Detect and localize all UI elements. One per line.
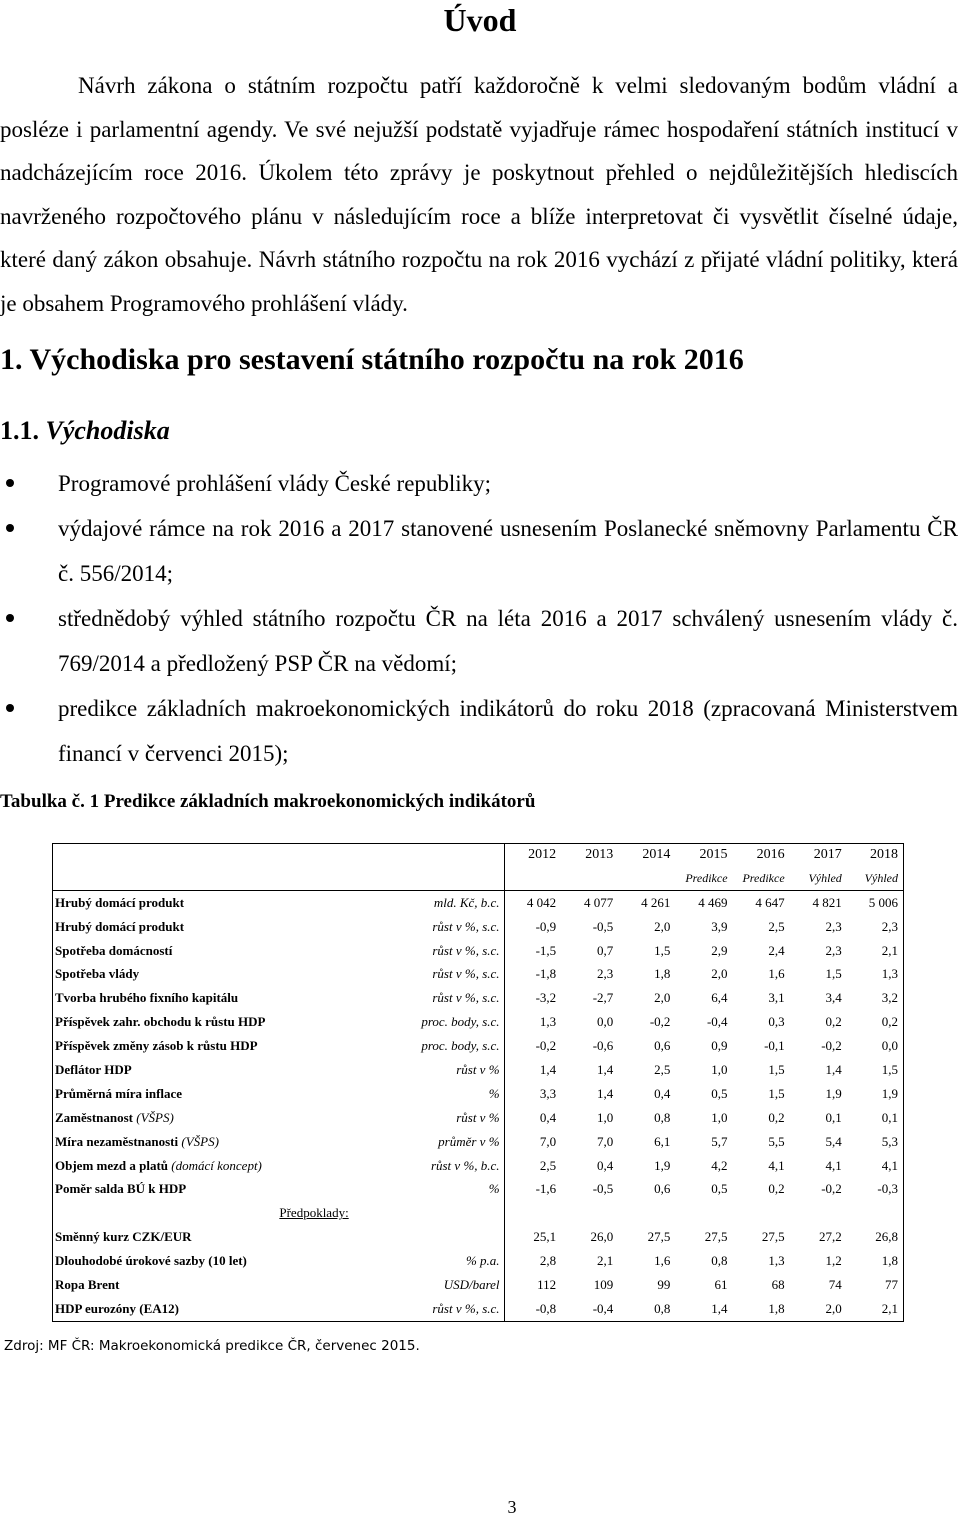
subsection-number: 1.1. xyxy=(0,416,39,445)
indicator-name xyxy=(52,1154,349,1178)
value-cell: 0,5 xyxy=(711,1085,728,1101)
unit-cell: růst v %, s.c. xyxy=(432,918,500,934)
value-cell: 3,4 xyxy=(825,990,842,1006)
value-cell: 26,0 xyxy=(590,1229,614,1245)
value-cell: 6,1 xyxy=(654,1133,671,1149)
indicator-suffix: (domácí koncept) xyxy=(171,1157,262,1173)
value-cell: 2,3 xyxy=(881,918,898,934)
value-cell: 1,8 xyxy=(654,966,671,982)
value-cell xyxy=(617,1201,674,1225)
value-cell: 5,5 xyxy=(768,1133,785,1149)
value-cell: 99 xyxy=(657,1276,671,1292)
value-cell: -1,5 xyxy=(504,939,560,963)
indicator-name xyxy=(52,1034,349,1058)
value-cell: -2,7 xyxy=(592,990,614,1006)
value-cell: 0,8 xyxy=(654,1300,671,1316)
value-cell: 0,2 xyxy=(768,1181,785,1197)
value-cell: 0,8 xyxy=(654,1109,671,1125)
value-cell: 4 647 xyxy=(755,894,785,910)
value-cell: 1,4 xyxy=(597,1061,614,1077)
page-title: Úvod xyxy=(443,2,517,38)
indicator-suffix: (VŠPS) xyxy=(181,1133,219,1149)
value-cell: -0,3 xyxy=(877,1181,898,1197)
list-item xyxy=(0,506,958,596)
unit-cell: % p.a. xyxy=(465,1253,500,1269)
indicator-label: Ropa Brent xyxy=(55,1276,120,1292)
value-cell: 27,2 xyxy=(819,1229,842,1245)
indicator-label: HDP eurozóny (EA12) xyxy=(55,1300,179,1316)
value-cell: 1,6 xyxy=(768,966,785,982)
bullet-icon xyxy=(6,479,14,487)
header-row xyxy=(52,843,902,867)
table-row xyxy=(52,1010,902,1034)
list-item-text: střednědobý výhled státního rozpočtu ČR na léta 2016 a 2017 schválený usnesením vlády č. 769/2014 a předložený PSP ČR na vědomí; xyxy=(58,606,958,676)
value-cell: 26,8 xyxy=(875,1229,898,1245)
value-cell: 4,1 xyxy=(881,1157,898,1173)
value-cell: 2,1 xyxy=(881,942,898,958)
indicator-label: Hrubý domácí produkt xyxy=(55,918,185,934)
forecast-note xyxy=(560,867,617,891)
value-cell: 4 077 xyxy=(584,894,614,910)
value-cell: 1,4 xyxy=(825,1061,842,1077)
value-cell: 0,9 xyxy=(711,1038,728,1054)
value-cell: 0,5 xyxy=(711,1181,728,1197)
bullet-icon xyxy=(6,704,14,712)
value-cell: 27,5 xyxy=(761,1229,785,1245)
table-row xyxy=(52,1130,902,1154)
value-cell xyxy=(789,1201,846,1225)
indicator-name xyxy=(52,1273,349,1297)
value-cell: -0,2 xyxy=(504,1034,560,1058)
table-row xyxy=(52,1297,902,1321)
value-cell: 77 xyxy=(885,1276,898,1292)
table-row xyxy=(52,1082,902,1106)
unit-cell: růst v %, s.c. xyxy=(432,1300,500,1316)
value-cell: 3,2 xyxy=(881,990,898,1006)
indicator-label: Deflátor HDP xyxy=(55,1061,132,1077)
value-cell: 27,5 xyxy=(647,1229,671,1245)
table-row xyxy=(52,915,902,939)
forecast-note: Predikce xyxy=(685,871,728,886)
value-cell: 1,5 xyxy=(881,1061,898,1077)
year-header: 2015 xyxy=(699,846,728,862)
indicator-name xyxy=(52,962,349,986)
header-note-row xyxy=(52,867,902,891)
value-cell: 3,3 xyxy=(504,1082,560,1106)
value-cell: 1,4 xyxy=(504,1058,560,1082)
bullet-icon xyxy=(6,524,14,532)
unit-cell: proc. body, s.c. xyxy=(421,1014,500,1030)
section-heading: 1. Východiska pro sestavení státního rozpočtu na rok 2016 xyxy=(0,343,744,376)
indicator-label: Objem mezd a platů xyxy=(55,1157,169,1173)
forecast-note xyxy=(617,867,674,891)
value-cell: 0,4 xyxy=(504,1106,560,1130)
value-cell: 4 469 xyxy=(698,894,728,910)
value-cell: 0,3 xyxy=(768,1014,785,1030)
value-cell xyxy=(846,1201,902,1225)
unit-cell: růst v %, s.c. xyxy=(432,942,500,958)
value-cell: -0,8 xyxy=(504,1297,560,1321)
value-cell: 0,2 xyxy=(825,1014,842,1030)
value-cell: 68 xyxy=(771,1276,785,1292)
value-cell: 0,4 xyxy=(654,1085,671,1101)
unit-cell: % xyxy=(488,1181,500,1197)
unit-cell: růst v %, s.c. xyxy=(432,966,500,982)
table-row xyxy=(52,1273,902,1297)
indicator-label: Poměr salda BÚ k HDP xyxy=(55,1181,187,1197)
indicator-label: Zaměstnanost xyxy=(55,1109,134,1125)
value-cell: 3,1 xyxy=(768,990,785,1006)
value-cell: 3,9 xyxy=(711,918,728,934)
list-item-text: predikce základních makroekonomických indikátorů do roku 2018 (zpracovaná Ministerstvem financí v červenci 2015); xyxy=(58,696,958,766)
list-item xyxy=(0,686,958,776)
indicator-name xyxy=(52,1106,349,1130)
year-header: 2013 xyxy=(585,846,614,862)
value-cell: 1,4 xyxy=(711,1300,728,1316)
indicator-name xyxy=(52,1130,349,1154)
unit-cell: růst v %, b.c. xyxy=(430,1157,500,1173)
value-cell: 2,3 xyxy=(825,918,842,934)
indicator-name xyxy=(52,891,349,915)
indicator-label: Příspěvek zahr. obchodu k růstu HDP xyxy=(55,1014,266,1030)
year-header: 2017 xyxy=(813,846,842,862)
indicator-name xyxy=(52,986,349,1010)
value-cell: 1,5 xyxy=(768,1085,785,1101)
value-cell: -1,8 xyxy=(504,962,560,986)
value-cell: 2,0 xyxy=(654,918,671,934)
subsection-title: Východiska xyxy=(45,416,170,445)
value-cell: 27,5 xyxy=(704,1229,728,1245)
table-caption-label: Tabulka č. 1 xyxy=(0,791,100,812)
value-cell xyxy=(674,1201,731,1225)
list-item xyxy=(0,461,958,506)
value-cell: -0,2 xyxy=(649,1014,671,1030)
value-cell: 2,3 xyxy=(825,942,842,958)
value-cell: 7,0 xyxy=(504,1130,560,1154)
table-row xyxy=(52,1106,902,1130)
unit-cell: růst v %, s.c. xyxy=(432,990,500,1006)
value-cell: 0,0 xyxy=(597,1014,614,1030)
value-cell: 1,8 xyxy=(768,1300,785,1316)
value-cell: 1,9 xyxy=(881,1085,898,1101)
indicator-name xyxy=(52,1297,349,1321)
value-cell: -1,6 xyxy=(504,1177,560,1201)
header-blank xyxy=(349,867,504,891)
intro-paragraph xyxy=(0,64,958,325)
header-blank xyxy=(349,843,504,867)
value-cell: 1,4 xyxy=(597,1085,614,1101)
table-row xyxy=(52,1249,902,1273)
value-cell: -0,5 xyxy=(592,1181,614,1197)
value-cell: 0,0 xyxy=(881,1038,898,1054)
year-header: 2012 xyxy=(504,843,560,867)
value-cell: 0,7 xyxy=(597,942,614,958)
macro-indicators-table xyxy=(52,843,902,1321)
indicator-label: Spotřeba vlády xyxy=(55,966,140,982)
value-cell: 2,3 xyxy=(597,966,614,982)
value-cell: 0,1 xyxy=(881,1109,898,1125)
indicator-label: Dlouhodobé úrokové sazby (10 let) xyxy=(55,1253,247,1269)
value-cell: 2,5 xyxy=(504,1154,560,1178)
forecast-note xyxy=(504,867,560,891)
value-cell: -3,2 xyxy=(504,986,560,1010)
value-cell: 0,2 xyxy=(768,1109,785,1125)
forecast-note: Predikce xyxy=(742,871,785,886)
value-cell: 74 xyxy=(828,1276,842,1292)
list-item-text: výdajové rámce na rok 2016 a 2017 stanovené usnesením Poslanecké sněmovny Parlamentu ČR č. 556/2014; xyxy=(58,516,958,586)
value-cell: 2,8 xyxy=(504,1249,560,1273)
header-blank xyxy=(52,843,349,867)
assumptions-label-cell xyxy=(52,1201,349,1225)
unit-cell: proc. body, s.c. xyxy=(421,1038,500,1054)
value-cell: 1,5 xyxy=(768,1061,785,1077)
table-row xyxy=(52,1058,902,1082)
indicator-name xyxy=(52,1082,349,1106)
indicator-label: Příspěvek změny zásob k růstu HDP xyxy=(55,1038,258,1054)
indicator-name xyxy=(52,1177,349,1201)
value-cell: 1,5 xyxy=(654,942,671,958)
table-row xyxy=(52,986,902,1010)
value-cell: 5,7 xyxy=(711,1133,728,1149)
value-cell: 6,4 xyxy=(711,990,728,1006)
bullet-list xyxy=(0,461,958,776)
value-cell: 61 xyxy=(714,1276,728,1292)
unit-cell: USD/barel xyxy=(443,1276,500,1292)
year-header: 2014 xyxy=(642,846,671,862)
table-caption xyxy=(0,791,535,813)
value-cell: 4 261 xyxy=(641,894,671,910)
table-row xyxy=(52,1225,902,1249)
value-cell: 2,5 xyxy=(768,918,785,934)
indicator-label: Hrubý domácí produkt xyxy=(55,894,185,910)
indicator-label: Spotřeba domácností xyxy=(55,942,173,958)
value-cell: 5,3 xyxy=(881,1133,898,1149)
value-cell: 25,1 xyxy=(504,1225,560,1249)
value-cell: -0,4 xyxy=(706,1014,728,1030)
value-cell: 1,9 xyxy=(825,1085,842,1101)
value-cell: 1,8 xyxy=(881,1253,898,1269)
value-cell: 0,4 xyxy=(597,1157,614,1173)
indicator-label: Míra nezaměstnanosti xyxy=(55,1133,179,1149)
value-cell: 1,9 xyxy=(654,1157,671,1173)
value-cell xyxy=(560,1201,617,1225)
forecast-note: Výhled xyxy=(808,871,842,886)
value-cell: 1,5 xyxy=(825,966,842,982)
value-cell: -0,2 xyxy=(821,1038,842,1054)
value-cell: 1,2 xyxy=(825,1253,842,1269)
value-cell: 4 821 xyxy=(812,894,842,910)
indicator-name xyxy=(52,1225,349,1249)
value-cell: 2,0 xyxy=(711,966,728,982)
forecast-note: Výhled xyxy=(864,871,898,886)
value-cell: 4 042 xyxy=(504,891,560,915)
year-header: 2016 xyxy=(756,846,785,862)
list-item-text: Programové prohlášení vlády České republiky; xyxy=(58,471,492,496)
table-body xyxy=(52,843,902,1321)
value-cell xyxy=(504,1201,560,1225)
indicator-label: Směnný kurz CZK/EUR xyxy=(55,1229,192,1245)
value-cell: -0,6 xyxy=(592,1038,614,1054)
value-cell: -0,1 xyxy=(764,1038,785,1054)
value-cell: -0,4 xyxy=(592,1300,614,1316)
value-cell: 2,1 xyxy=(881,1300,898,1316)
value-cell: 5 006 xyxy=(868,894,898,910)
unit-cell: mld. Kč, b.c. xyxy=(433,894,500,910)
value-cell: 2,0 xyxy=(654,990,671,1006)
value-cell: 2,0 xyxy=(825,1300,842,1316)
indicator-label: Průměrná míra inflace xyxy=(55,1085,183,1101)
value-cell: 4,2 xyxy=(711,1157,728,1173)
assumptions-label: Předpoklady: xyxy=(279,1205,349,1221)
table-row xyxy=(52,1177,902,1201)
table-row xyxy=(52,891,902,915)
value-cell: 2,9 xyxy=(711,942,728,958)
value-cell: 1,3 xyxy=(881,966,898,982)
table-caption-text: Predikce základních makroekonomických indikátorů xyxy=(103,791,536,812)
indicator-suffix: (VŠPS) xyxy=(136,1109,174,1125)
value-cell: 109 xyxy=(593,1276,614,1292)
table-row xyxy=(52,939,902,963)
value-cell: 1,6 xyxy=(654,1253,671,1269)
assumptions-row xyxy=(52,1201,902,1225)
unit-cell: růst v % xyxy=(456,1061,500,1077)
value-cell: 5,4 xyxy=(825,1133,842,1149)
value-cell: 1,0 xyxy=(711,1061,728,1077)
intro-paragraph-text: Návrh zákona o státním rozpočtu patří každoročně k velmi sledovaným bodům vládní a posléze i parlamentní agendy. Ve své nejužší podstatě vyjadřuje rámec hospodaření státních institucí v nadcházejícím roce 2016. Úkolem této zprávy je poskytnout přehled o nejdůležitějších hlediscích navrženého rozpočtového plánu v následujícím roce a blíže interpretovat či vysvětlit číselné údaje, které daný zákon obsahuje. Návrh státního rozpočtu na rok 2016 vychází z přijaté vládní politiky, která je obsahem Programového prohlášení vlády. xyxy=(0,73,958,316)
value-cell: 1,3 xyxy=(504,1010,560,1034)
value-cell xyxy=(732,1201,789,1225)
value-cell: 2,5 xyxy=(654,1061,671,1077)
indicator-name xyxy=(52,1249,349,1273)
list-item xyxy=(0,596,958,686)
unit-cell xyxy=(349,1225,504,1249)
value-cell: 1,3 xyxy=(768,1253,785,1269)
unit-cell xyxy=(349,1201,504,1225)
indicator-name xyxy=(52,939,349,963)
header-blank xyxy=(52,867,349,891)
value-cell: 112 xyxy=(504,1273,560,1297)
year-header: 2018 xyxy=(870,846,898,862)
table-row xyxy=(52,1034,902,1058)
table-row xyxy=(52,962,902,986)
value-cell: 0,2 xyxy=(881,1014,898,1030)
unit-cell: % xyxy=(488,1085,500,1101)
value-cell: 0,6 xyxy=(654,1181,671,1197)
indicator-name xyxy=(52,915,349,939)
value-cell: 4,1 xyxy=(825,1157,842,1173)
unit-cell: průměr v % xyxy=(438,1133,500,1149)
indicator-label: Tvorba hrubého fixního kapitálu xyxy=(55,990,239,1006)
unit-cell: růst v % xyxy=(456,1109,500,1125)
value-cell: 7,0 xyxy=(597,1133,614,1149)
value-cell: 1,0 xyxy=(711,1109,728,1125)
value-cell: -0,9 xyxy=(504,915,560,939)
value-cell: 1,0 xyxy=(597,1109,614,1125)
value-cell: 2,1 xyxy=(597,1253,614,1269)
table-row xyxy=(52,1154,902,1178)
value-cell: 0,8 xyxy=(711,1253,728,1269)
indicator-name xyxy=(52,1058,349,1082)
value-cell: 0,1 xyxy=(825,1109,842,1125)
value-cell: -0,2 xyxy=(821,1181,842,1197)
bullet-icon xyxy=(6,614,14,622)
value-cell: 4,1 xyxy=(768,1157,785,1173)
value-cell: 2,4 xyxy=(768,942,785,958)
subsection-heading xyxy=(0,416,170,446)
page-number: 3 xyxy=(507,1497,517,1517)
value-cell: -0,5 xyxy=(592,918,614,934)
value-cell: 0,6 xyxy=(654,1038,671,1054)
source-note: Zdroj: MF ČR: Makroekonomická predikce ČR, červenec 2015. xyxy=(4,1338,420,1354)
indicator-name xyxy=(52,1010,349,1034)
